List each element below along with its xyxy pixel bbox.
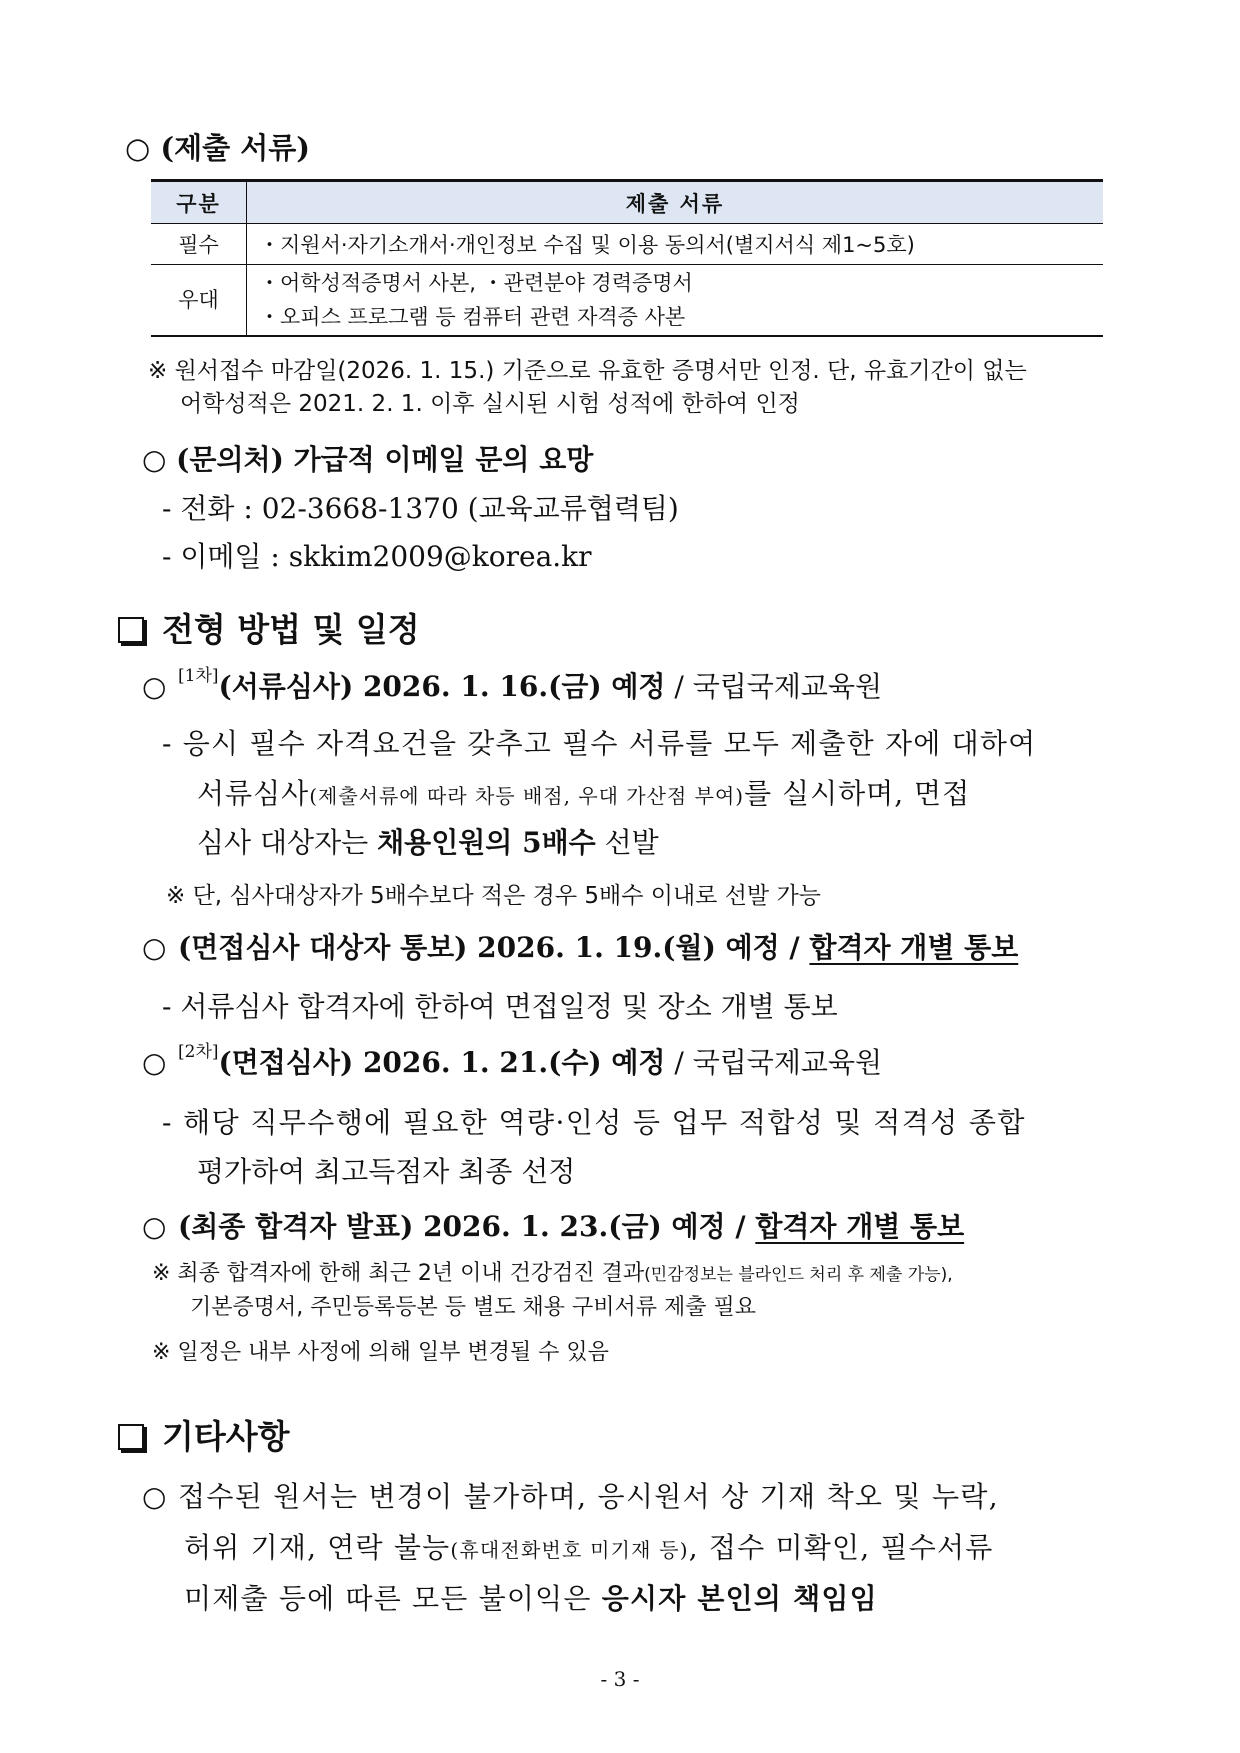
stage1-desc2b: (제출서류에 따라 차등 배점, 우대 가산점 부여) <box>309 784 745 808</box>
stage1-desc2 <box>197 772 970 812</box>
other-line3a: 미제출 등에 따른 모든 불이익은 <box>184 1582 602 1615</box>
table-cell-category: 필수 <box>151 224 247 265</box>
circle-bullet-icon: ○ <box>142 670 167 703</box>
stage1-desc2c: 를 실시하며, 면접 <box>744 777 971 810</box>
stage1-desc3c: 선발 <box>595 826 659 859</box>
final-note1a: ※ 최종 합격자에 한해 최근 2년 이내 건강검진 결과 <box>152 1261 645 1286</box>
final-underline: 합격자 개별 통보 <box>755 1210 965 1243</box>
stage1-desc2a: 서류심사 <box>197 777 310 810</box>
table-cell-documents <box>247 224 1104 265</box>
notice-desc: - 서류심사 합격자에 한하여 면접일정 및 장소 개별 통보 <box>162 990 838 1023</box>
notice-line <box>142 926 1018 966</box>
stage2-desc1: - 해당 직무수행에 필요한 역량·인성 등 업무 적합성 및 적격성 종합 <box>162 1106 1026 1139</box>
contact-phone: - 전화 : 02-3668-1370 (교육교류협력팀) <box>162 492 679 525</box>
other-line2 <box>184 1526 993 1566</box>
stage1-place: / 국립국제교육원 <box>665 670 883 703</box>
table-cell-documents <box>247 265 1104 337</box>
stage1-sup: [1차] <box>178 666 219 686</box>
stage2-main: (면접심사) 2026. 1. 21.(수) 예정 <box>218 1046 666 1079</box>
notice-underline: 합격자 개별 통보 <box>809 931 1019 964</box>
stage2-sup: [2차] <box>178 1042 219 1062</box>
documents-note-line1: ※ 원서접수 마감일(2026. 1. 15.) 기준으로 유효한 증명서만 인정. 단, 유효기간이 없는 <box>148 358 1027 384</box>
table-cell-category: 우대 <box>151 265 247 337</box>
stage1-note: ※ 단, 심사대상자가 5배수보다 적은 경우 5배수 이내로 선발 가능 <box>166 883 821 909</box>
stage1-desc3b: 채용인원의 5배수 <box>377 826 596 859</box>
final-main: (최종 합격자 발표) 2026. 1. 23.(금) 예정 / <box>178 1210 756 1243</box>
page-number: - 3 - <box>600 1667 640 1691</box>
other-line2a: 허위 기재, 연락 불능 <box>184 1531 451 1564</box>
stage1-desc3 <box>197 821 659 861</box>
documents-note-line2: 어학성적은 2021. 2. 1. 이후 실시된 시험 성적에 한하여 인정 <box>180 391 800 417</box>
circle-bullet-icon: ○ <box>142 1046 167 1079</box>
table-row <box>151 265 1103 337</box>
section-title-text: 전형 방법 및 일정 <box>162 610 420 649</box>
final-note1b: (민감정보는 블라인드 처리 후 제출 가능), <box>644 1265 953 1285</box>
section-title-text: 기타사항 <box>162 1417 290 1456</box>
contact-heading: ○ (문의처) 가급적 이메일 문의 요망 <box>142 443 594 476</box>
final-note2: 기본증명서, 주민등록등본 등 별도 채용 구비서류 제출 필요 <box>190 1295 756 1320</box>
section-title-other <box>118 1411 290 1458</box>
stage2-place: / 국립국제교육원 <box>665 1046 883 1079</box>
other-line2c: , 접수 미확인, 필수서류 <box>688 1531 994 1564</box>
final-note1 <box>152 1256 953 1287</box>
table-header-documents: 제출 서류 <box>247 181 1104 224</box>
stage1-main: (서류심사) 2026. 1. 16.(금) 예정 <box>218 670 666 703</box>
documents-heading: ○ (제출 서류) <box>125 131 310 165</box>
section-title-selection <box>118 604 420 651</box>
circle-bullet-icon: ○ <box>142 1480 168 1513</box>
table-header-row <box>151 181 1103 224</box>
other-line1-text: 접수된 원서는 변경이 불가하며, 응시원서 상 기재 착오 및 누락, <box>178 1480 999 1513</box>
documents-table <box>151 179 1103 337</box>
contact-email: - 이메일 : skkim2009@korea.kr <box>162 540 592 573</box>
other-line3b: 응시자 본인의 책임임 <box>601 1582 878 1615</box>
stage2-desc2: 평가하여 최고득점자 최종 선정 <box>197 1155 576 1188</box>
other-line3 <box>184 1577 878 1617</box>
table-row <box>151 224 1103 265</box>
stage1-line <box>142 665 882 705</box>
document-item: ・지원서·자기소개서·개인정보 수집 및 이용 동의서(별지서식 제1~5호) <box>259 233 915 257</box>
table-header-category: 구분 <box>151 181 247 224</box>
stage1-desc1: - 응시 필수 자격요건을 갖추고 필수 서류를 모두 제출한 자에 대하여 <box>162 727 1037 760</box>
final-line <box>142 1205 964 1245</box>
circle-bullet-icon: ○ <box>142 1210 167 1243</box>
stage1-desc3a: 심사 대상자는 <box>197 826 378 859</box>
notice-main: (면접심사 대상자 통보) 2026. 1. 19.(월) 예정 / <box>178 931 810 964</box>
circle-bullet-icon: ○ <box>142 931 167 964</box>
document-item: ・어학성적증명서 사본, ・관련분야 경력증명서 <box>259 271 693 295</box>
schedule-note: ※ 일정은 내부 사정에 의해 일부 변경될 수 있음 <box>152 1340 609 1365</box>
checkbox-square-icon <box>118 617 144 643</box>
checkbox-square-icon <box>118 1424 144 1450</box>
other-line1 <box>142 1475 999 1515</box>
other-line2b: (휴대전화번호 미기재 등) <box>450 1538 689 1562</box>
document-item: ・오피스 프로그램 등 컴퓨터 관련 자격증 사본 <box>259 305 686 329</box>
stage2-line <box>142 1041 882 1081</box>
